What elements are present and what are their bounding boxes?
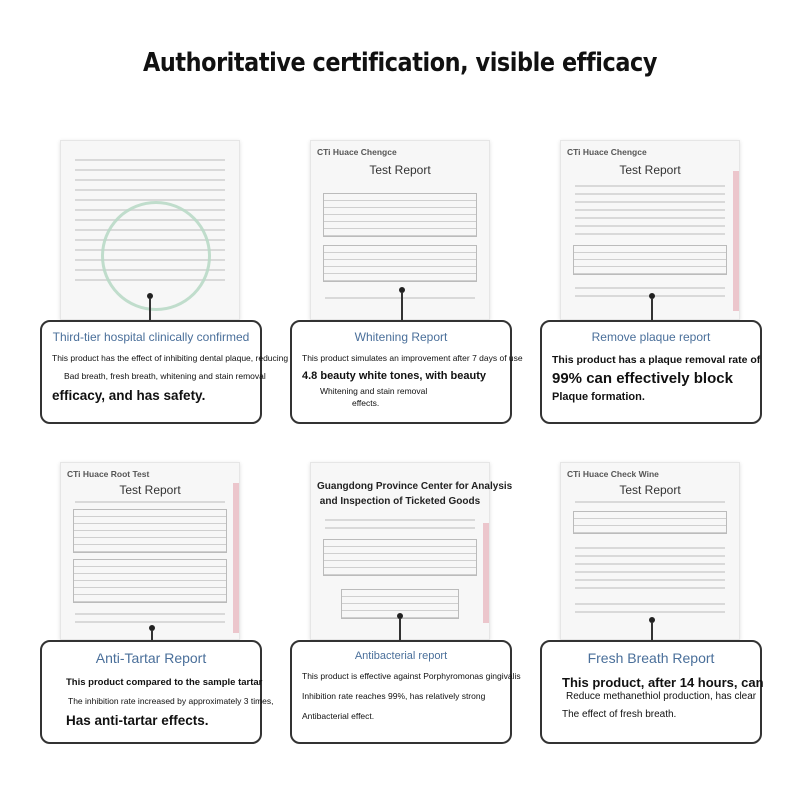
report-card-line: Plaque formation. — [552, 391, 645, 403]
certificate-document-fresh-breath — [560, 462, 740, 640]
page-headline: Authoritative certification, visible efficacy — [143, 48, 657, 78]
report-card-title: Antibacterial report — [354, 650, 448, 662]
report-card-line: This product simulates an improvement after 7 days of use — [302, 353, 523, 363]
certificate-document-whitening — [310, 140, 490, 320]
certificate-document-tartar — [60, 462, 240, 640]
report-card-title: Fresh Breath Report — [587, 650, 715, 666]
document-organization: CTi Huace Check Wine — [567, 469, 659, 479]
certificate-document-antibacterial — [310, 462, 513, 640]
connector-line — [651, 622, 653, 642]
report-card-line: effects. — [352, 398, 380, 408]
document-title: Test Report — [369, 163, 431, 177]
document-title: Test Report — [619, 483, 681, 497]
report-card-hospital — [40, 320, 289, 424]
report-card-line: This product, after 14 hours, can — [562, 675, 764, 690]
certificate-document-plaque — [560, 140, 740, 320]
hospital-seal-icon — [101, 201, 211, 311]
report-card-line: This product compared to the sample tartar — [66, 677, 263, 688]
report-card-line: This product is effective against Porphyromonas gingivalis — [302, 671, 521, 681]
connector-line — [401, 292, 403, 320]
report-card-line: This product has the effect of inhibiting dental plaque, reducing — [52, 353, 289, 363]
report-card-whitening — [290, 320, 523, 424]
report-card-line: 99% can effectively block — [552, 370, 733, 387]
report-card-title: Remove plaque report — [591, 330, 711, 344]
connector-line — [399, 618, 401, 642]
report-card-line: 4.8 beauty white tones, with beauty — [302, 370, 486, 382]
report-card-line: Bad breath, fresh breath, whitening and stain removal — [64, 371, 266, 381]
report-card-title: Third-tier hospital clinically confirmed — [52, 330, 250, 344]
certificate-document-hospital — [60, 140, 240, 320]
report-card-line: efficacy, and has safety. — [52, 388, 206, 403]
report-card-line: Reduce methanethiol production, has clear — [566, 691, 757, 702]
document-title: Test Report — [619, 163, 681, 177]
report-card-antibacterial — [290, 640, 521, 744]
report-card-tartar — [40, 640, 274, 744]
document-organization: CTi Huace Root Test — [67, 469, 150, 479]
document-organization: CTi Huace Chengce — [567, 147, 647, 157]
connector-line — [151, 630, 153, 642]
report-card-line: This product has a plaque removal rate of — [552, 354, 761, 366]
report-card-title: Anti-Tartar Report — [95, 650, 207, 666]
report-card-line: Has anti-tartar effects. — [66, 713, 209, 728]
connector-line — [651, 298, 653, 320]
report-card-line: Antibacterial effect. — [302, 711, 375, 721]
connector-line — [149, 298, 151, 322]
report-card-line: The inhibition rate increased by approximately 3 times, — [68, 696, 274, 706]
document-organization: Guangdong Province Center for Analysis — [317, 481, 513, 492]
report-card-line: The effect of fresh breath. — [562, 709, 677, 720]
report-card-plaque — [540, 320, 762, 424]
document-title: Test Report — [119, 483, 181, 497]
document-organization: CTi Huace Chengce — [317, 147, 397, 157]
document-title: and Inspection of Ticketed Goods — [319, 496, 481, 507]
report-card-fresh-breath — [540, 640, 762, 744]
report-card-line: Whitening and stain removal — [320, 386, 428, 396]
report-card-title: Whitening Report — [354, 330, 448, 344]
report-card-line: Inhibition rate reaches 99%, has relatively strong — [302, 691, 486, 701]
